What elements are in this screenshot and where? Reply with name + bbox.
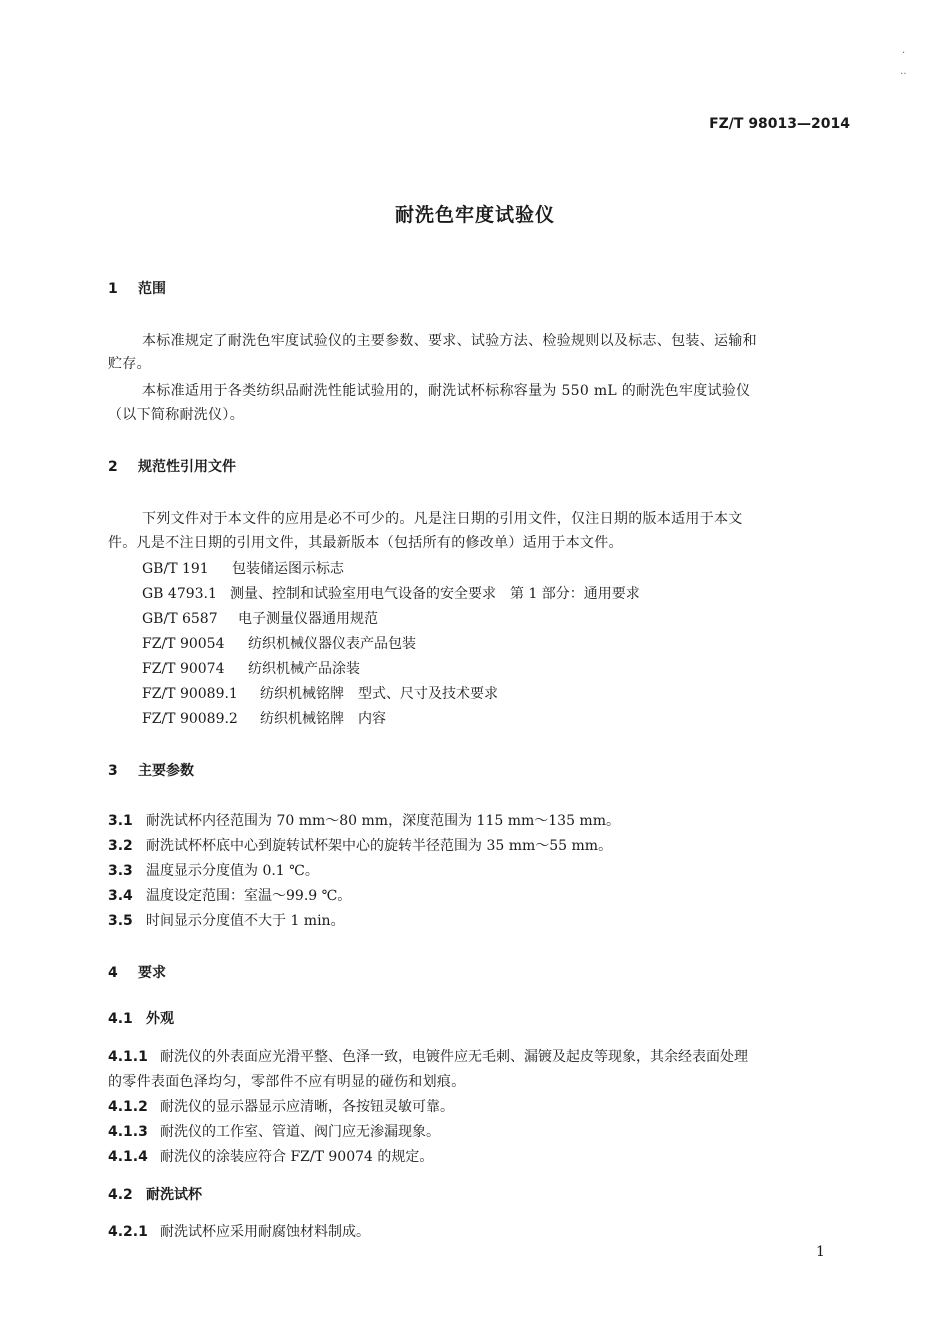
- reference-code: GB/T 6587: [142, 611, 218, 627]
- clause-number: 3.2: [108, 838, 133, 854]
- reference-title: 纺织机械铭牌 型式、尺寸及技术要求: [260, 686, 498, 702]
- clause-text: 温度显示分度值为 0.1 ℃。: [146, 863, 319, 879]
- document-title: 耐洗色牢度试验仪: [394, 204, 555, 226]
- section-title: 主要参数: [138, 763, 194, 779]
- clause-text: 耐洗试杯应采用耐腐蚀材料制成。: [160, 1224, 370, 1240]
- standard-code: FZ/T 98013—2014: [709, 116, 850, 132]
- clause-item: [108, 835, 612, 855]
- reference-title: 测量、控制和试验室用电气设备的安全要求 第 1 部分：通用要求: [230, 586, 640, 602]
- reference-code: GB/T 191: [142, 561, 209, 577]
- section-2-heading: [108, 456, 236, 476]
- clause-item: [108, 860, 319, 880]
- reference-code: GB 4793.1: [142, 586, 217, 602]
- clause-text: 耐洗试杯杯底中心到旋转试杯架中心的旋转半径范围为 35 mm～55 mm。: [146, 838, 613, 854]
- paragraph: 本标准适用于各类纺织品耐洗性能试验用的，耐洗试杯标称容量为 550 mL 的耐洗色牢度试验仪: [142, 383, 751, 399]
- reference-title: 纺织机械产品涂装: [248, 661, 360, 677]
- clause-item: [108, 910, 345, 930]
- clause-text: 时间显示分度值不大于 1 min。: [146, 913, 345, 929]
- paragraph: （以下简称耐洗仪）。: [108, 407, 244, 423]
- scan-mark: ·: [902, 48, 906, 59]
- subsection-number: 4.1: [108, 1011, 133, 1027]
- scan-mark: ‥: [900, 66, 907, 77]
- reference-item: [142, 633, 416, 653]
- reference-item: [142, 683, 498, 703]
- subsection-4-1-heading: [108, 1008, 174, 1028]
- clause-item: [108, 885, 351, 905]
- clause-text: 温度设定范围：室温～99.9 ℃。: [146, 888, 352, 904]
- reference-item: [142, 708, 386, 728]
- clause-number: 3.3: [108, 863, 133, 879]
- page-number: 1: [816, 1244, 825, 1260]
- reference-code: FZ/T 90089.1: [142, 686, 238, 702]
- clause-number: 3.1: [108, 813, 133, 829]
- reference-title: 纺织机械仪器仪表产品包装: [248, 636, 416, 652]
- clause-number: 4.2.1: [108, 1224, 148, 1240]
- subsection-number: 4.2: [108, 1187, 133, 1203]
- clause-text: 耐洗试杯内径范围为 70 mm～80 mm，深度范围为 115 mm～135 mm。: [146, 813, 620, 829]
- section-number: 4: [108, 965, 118, 981]
- reference-item: [142, 658, 360, 678]
- subsection-4-2-heading: [108, 1184, 202, 1204]
- clause-item: [108, 1121, 440, 1141]
- clause-text: 耐洗仪的工作室、管道、阀门应无渗漏现象。: [160, 1124, 440, 1140]
- reference-code: FZ/T 90054: [142, 636, 225, 652]
- section-number: 1: [108, 281, 118, 297]
- section-3-heading: [108, 760, 194, 780]
- clause-item: [108, 1046, 748, 1066]
- section-number: 2: [108, 459, 118, 475]
- clause-text: 耐洗仪的涂装应符合 FZ/T 90074 的规定。: [160, 1149, 434, 1165]
- section-4-heading: [108, 962, 166, 982]
- section-number: 3: [108, 763, 118, 779]
- paragraph: 下列文件对于本文件的应用是必不可少的。凡是注日期的引用文件，仅注日期的版本适用于本文: [142, 511, 743, 527]
- clause-number: 4.1.3: [108, 1124, 148, 1140]
- clause-number: 3.5: [108, 913, 133, 929]
- section-1-heading: [108, 278, 166, 298]
- reference-title: 包装储运图示标志: [232, 561, 344, 577]
- clause-number: 4.1.1: [108, 1049, 148, 1065]
- paragraph: 本标准规定了耐洗色牢度试验仪的主要参数、要求、试验方法、检验规则以及标志、包装、运输和: [142, 333, 757, 349]
- subsection-title: 耐洗试杯: [146, 1187, 202, 1203]
- clause-number: 3.4: [108, 888, 133, 904]
- clause-item: [108, 1096, 454, 1116]
- clause-text: 耐洗仪的显示器显示应清晰，各按钮灵敏可靠。: [160, 1099, 454, 1115]
- reference-item: [142, 608, 378, 628]
- section-title: 规范性引用文件: [138, 459, 236, 475]
- section-title: 要求: [138, 965, 166, 981]
- section-title: 范围: [138, 281, 166, 297]
- reference-code: FZ/T 90074: [142, 661, 225, 677]
- reference-title: 纺织机械铭牌 内容: [260, 711, 386, 727]
- reference-title: 电子测量仪器通用规范: [238, 611, 378, 627]
- clause-item: [108, 1221, 370, 1241]
- reference-item: [142, 558, 344, 578]
- paragraph: 贮存。: [108, 356, 151, 372]
- clause-item: [108, 810, 620, 830]
- clause-number: 4.1.2: [108, 1099, 148, 1115]
- clause-continuation: 的零件表面色泽均匀，零部件不应有明显的碰伤和划痕。: [108, 1074, 466, 1090]
- paragraph: 件。凡是不注日期的引用文件，其最新版本（包括所有的修改单）适用于本文件。: [108, 535, 623, 551]
- clause-text: 耐洗仪的外表面应光滑平整、色泽一致，电镀件应无毛刺、漏镀及起皮等现象，其余经表面处理: [160, 1049, 748, 1065]
- subsection-title: 外观: [146, 1011, 174, 1027]
- clause-item: [108, 1146, 433, 1166]
- clause-number: 4.1.4: [108, 1149, 148, 1165]
- reference-code: FZ/T 90089.2: [142, 711, 238, 727]
- reference-item: [142, 583, 640, 603]
